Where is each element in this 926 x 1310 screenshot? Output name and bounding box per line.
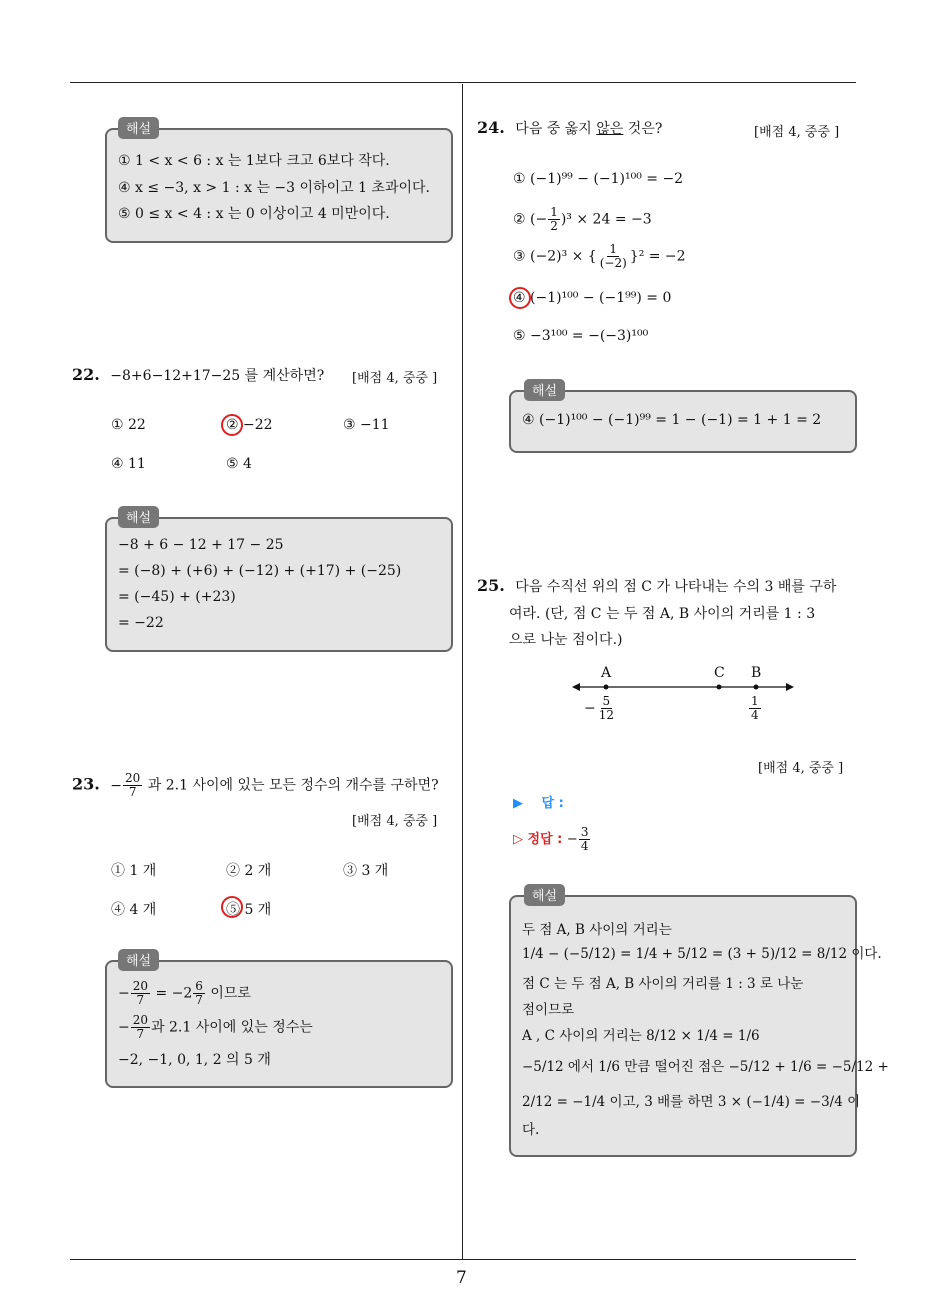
question-24: 24. 다음 중 옳지 않은 것은? (477, 118, 663, 137)
question-25: 25. 다음 수직선 위의 점 C 가 나타내는 수의 3 배를 구하 (477, 576, 837, 595)
question-23: 23. − $\frac{20}{7}$ 과 2.1 사이에 있는 모든 정수의 개수를 구하면? (72, 771, 439, 799)
answer-circle-mark (221, 414, 243, 436)
question-text: 여라. (단, 점 C 는 두 점 A, B 사이의 거리를 1 : 3 (509, 606, 816, 622)
label-a: A (601, 665, 612, 681)
solution-line: ④ (−1)¹⁰⁰ − (−1)⁹⁹ = 1 − (−1) = 1 + 1 = 2 (522, 412, 822, 428)
choice-5[interactable]: ⑤ 4 (226, 456, 252, 472)
question-text: 으로 나눈 점이다.) (509, 632, 623, 648)
points-label: [배점 4, 중중 ] (352, 814, 438, 829)
choice-3[interactable]: ③ 3 개 (343, 863, 389, 879)
solution-tag: 해설 (524, 379, 565, 401)
choice-1[interactable]: ① 22 (111, 417, 146, 433)
question-number: 25. (477, 576, 505, 595)
correct-answer-row: ▷ 정답 : − $\frac{3}{4}$ (513, 825, 589, 853)
point-b (754, 685, 759, 690)
choice-5[interactable]: ⑤ 5 개 (226, 902, 272, 918)
choice-4[interactable]: ④ 4 개 (111, 902, 157, 918)
answer-row[interactable]: ▶ 답 : (513, 796, 564, 811)
choice-5[interactable]: ⑤ −3¹⁰⁰ = −(−3)¹⁰⁰ (513, 328, 649, 344)
play-outline-icon: ▷ (513, 832, 523, 847)
question-number: 24. (477, 118, 505, 137)
solution-line: 다. (522, 1122, 540, 1138)
label-c: C (714, 665, 725, 681)
solution-line: A , C 사이의 거리는 8/12 × 1/4 = 1/6 (522, 1028, 760, 1044)
choice-3[interactable]: ③ −11 (343, 417, 390, 433)
solution-line: 1/4 − (−5/12) = 1/4 + 5/12 = (3 + 5)/12 = 8/12 이다. (522, 946, 882, 962)
solution-line: = (−45) + (+23) (118, 589, 236, 605)
question-text: −8+6−12+17−25 를 계산하면? (110, 368, 325, 384)
solution-line: ④ x ≤ −3, x > 1 : x 는 −3 이하이고 1 초과이다. (118, 180, 430, 196)
tick-label-a: − $\frac{5}{12}$ (584, 694, 615, 722)
solution-line: −5/12 에서 1/6 만큼 떨어진 점은 −5/12 + 1/6 = −5/12 + (522, 1059, 889, 1075)
choice-2[interactable]: ② 2 개 (226, 863, 272, 879)
solution-line: 점이므로 (522, 1002, 575, 1018)
choice-1[interactable]: ① (−1)⁹⁹ − (−1)¹⁰⁰ = −2 (513, 171, 684, 187)
question-text: 과 2.1 사이에 있는 모든 정수의 개수를 구하면? (147, 777, 439, 794)
solution-tag: 해설 (118, 117, 159, 139)
fraction: $\frac{20}{7}$ (125, 771, 141, 799)
choice-3[interactable]: ③ (−2)³ × { $\frac{1}{(-2)}$ }² = −2 (513, 242, 686, 270)
choice-4[interactable]: ④ (−1)¹⁰⁰ − (−1⁹⁹) = 0 (513, 290, 672, 306)
solution-line: 두 점 A, B 사이의 거리는 (522, 922, 672, 938)
question-number: 23. (72, 774, 100, 794)
solution-line: − $\frac{20}{7}$ = −2 $\frac{6}{7}$ 이므로 (118, 979, 251, 1007)
tick-label-b: $\frac{1}{4}$ (751, 694, 759, 722)
bottom-rule (70, 1259, 856, 1260)
solution-tag: 해설 (118, 506, 159, 528)
choice-2[interactable]: ② (− $\frac{1}{2}$ )³ × 24 = −3 (513, 205, 652, 233)
solution-line: −2, −1, 0, 1, 2 의 5 개 (118, 1052, 271, 1068)
solution-line: 점 C 는 두 점 A, B 사이의 거리를 1 : 3 로 나눈 (522, 976, 804, 992)
label-b: B (751, 665, 762, 681)
top-rule (70, 82, 856, 83)
choice-1[interactable]: ① 1 개 (111, 863, 157, 879)
solution-line: = (−8) + (+6) + (−12) + (+17) + (−25) (118, 563, 402, 579)
page-number: 7 (456, 1268, 467, 1288)
solution-line: −8 + 6 − 12 + 17 − 25 (118, 537, 284, 553)
column-divider (462, 84, 463, 1260)
points-label: [배점 4, 중중 ] (352, 371, 438, 386)
solution-tag: 해설 (524, 884, 565, 906)
solution-tag: 해설 (118, 949, 159, 971)
answer-circle-mark (509, 287, 531, 309)
solution-line: 2/12 = −1/4 이고, 3 배를 하면 3 × (−1/4) = −3/4 이 (522, 1094, 861, 1110)
choice-2[interactable]: ② −22 (226, 417, 273, 433)
solution-line: ① 1 < x < 6 : x 는 1보다 크고 6보다 작다. (118, 153, 390, 169)
points-label: [배점 4, 중중 ] (758, 761, 844, 776)
solution-line: = −22 (118, 615, 164, 631)
points-label: [배점 4, 중중 ] (754, 125, 840, 140)
question-22 (72, 365, 324, 385)
point-c (717, 685, 722, 690)
choice-4[interactable]: ④ 11 (111, 456, 146, 472)
point-a (604, 685, 609, 690)
answer-circle-mark (221, 896, 243, 918)
play-icon: ▶ (513, 796, 523, 811)
solution-line: − $\frac{20}{7}$ 과 2.1 사이에 있는 정수는 (118, 1013, 313, 1041)
question-number: 22. (72, 365, 100, 384)
solution-line: ⑤ 0 ≤ x < 4 : x 는 0 이상이고 4 미만이다. (118, 206, 390, 222)
